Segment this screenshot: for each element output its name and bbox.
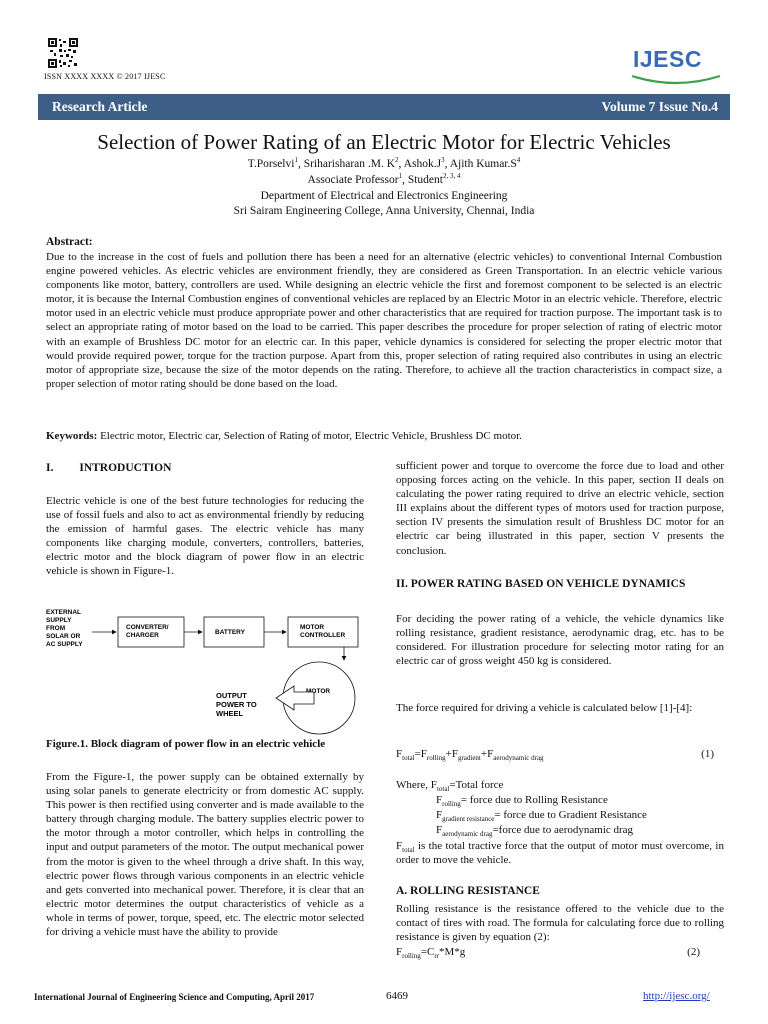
controller-label: MOTOR CONTROLLER [300,624,346,639]
rolling-heading: A. ROLLING RESISTANCE [396,885,540,897]
equation-2-number: (2) [687,946,700,958]
where-rolling: $F_{rolling}=$ force due to Rolling Resistance [436,794,608,809]
where-total: Where, $F_{total}=Total$ force [396,779,504,794]
journal-link[interactable]: http://ijesc.org/ [643,990,710,1002]
intro-heading: I. INTRODUCTION [46,462,172,474]
college: Sri Sairam Engineering College, Anna University, Chennai, India [233,205,535,217]
abstract-text: Due to the increase in the cost of fuels and pollution there has been a need for an alternative (electric vehicles) to conventional Internal Combustion engine powered vehicles. As electric vehicles are environment friendly, they are considered as Green Transportation. In an electric vehicle various components like motor, battery, controllers are used. While designing an electric vehicle the first and foremost component to be selected is an electric motor, it is because the Internal Combustion engines of conventional vehicles are replaced by an Electric Motor in an electric vehicle. Therefore, electric motor used in an electric vehicle must produce appropriate power and other characteristics that are required for traction purpose. The important task is to select an appropriate rating of motor based on the load to be carried. This paper describes the procedure for proper selection of rating of electric motor with an example of Brushless DC motor for an electric car. In this paper, vehicle dynamics is considered for selecting the proper electric motor that would provide required power, torque for the traction purpose. Apart from this, proper selection of rating required also contributes in using an electric motor of appropriate size, because the size of the motor depends on the rating. Therefore, to achieve all the traction characteristics in compact size, a proper selection of motor rating should be done based on the load. [46,251,722,390]
rolling-paragraph: Rolling resistance is the resistance offered to the vehicle due to the contact of tires with road. The formula for calculating force due to rolling resistance is given by equation (2): [396,903,724,944]
keywords: Keywords: Electric motor, Electric car, Selection of Rating of motor, Electric Vehicle, Brushless DC motor. [46,430,522,442]
author-list: T.Porselvi$^1$, Sriharisharan .M. $K^2$, $Ashok.J^3$, Ajith $Kumar.S^4$ [247,156,521,170]
issn-line: ISSN XXXX XXXX © 2017 IJESC [44,72,166,81]
equation-2: $F_{rolling}=C_{rr}*M*g$ (2) [396,946,700,961]
volume-issue: Volume 7 Issue No.4 [601,99,718,114]
author-roles: Associate Professor$^1$, Student$^{2, 3, 4}$ [307,172,461,186]
equation-1: $F_{total}=F_{rolling}+F_{gradient}+F_{aerodynamic drag}$ (1) [396,748,714,763]
motor-label: MOTOR [306,688,331,695]
where-gradient: $F_{gradient resistance}=$ force due to Gradient Resistance [436,809,647,824]
where-aero: $F_{aerodynamic drag}=force$ due to aerodynamic drag [436,824,634,839]
department: Department of Electrical and Electronics Engineering [260,190,508,202]
abstract-heading: Abstract: [46,236,93,248]
total-force-explanation: $F_{total}$ is the total tractive force that the output of motor must overcome, in order to move the vehicle. [396,840,724,867]
section-2-heading: II. POWER RATING BASED ON VEHICLE DYNAMICS [396,578,686,590]
block-diagram [44,600,364,735]
section-2-paragraph-2: The force required for driving a vehicle is calculated below [1]-[4]: [396,702,693,714]
output-label: OUTPUT POWER TO WHEEL [216,691,257,718]
article-banner [38,94,730,120]
battery-label: BATTERY [215,629,245,636]
equation-1-number: (1) [701,748,714,760]
page-number: 6469 [386,990,408,1002]
converter-label: CONVERTER/ CHARGER [126,624,169,639]
paper-title: Selection of Power Rating of an Electric Motor for Electric Vehicles [97,130,671,154]
footer-journal: International Journal of Engineering Science and Computing, April 2017 [34,992,315,1002]
intro-paragraph-2: From the Figure-1, the power supply can be obtained externally by using solar panels to generate electricity or from domestic AC supply. This power is then rectified using converter and is made available to the battery through charging module. The battery supplies electric power to the motor through a motor controller, which helps in controlling the input and output parameters of the motor. The output mechanical power from the motor is given to the wheel through a drive shaft. In this way, electric power flows through various components in an electric vehicle and gets converted into mechanical power. Therefore, it is clear that an electric motor determines the output characteristics of vehicle as a whole in terms of power, torque, speed, etc. The electric motor selected for driving a vehicle must have the ability to provide [46,771,364,939]
intro-continuation: sufficient power and torque to overcome the force due to load and other opposing forces acting on the vehicle. In this paper, section II deals on calculating the power rating required to drive an electric vehicle, section III explains about the different types of motors used for traction purpose, section IV presents the simulation result of Brushless DC motor for an electric car being illustrated in this paper, section V presents the conclusion. [396,460,724,557]
ijesc-logo-text: IJESC [633,46,702,72]
article-type: Research Article [52,99,148,114]
qr-code-icon [48,38,78,68]
figure-caption: Figure.1. Block diagram of power flow in an electric vehicle [46,738,326,750]
section-2-paragraph-1: For deciding the power rating of a vehicle, the vehicle dynamics like rolling resistance, gradient resistance, aerodynamic drag, etc. has to be considered. For illustration procedure for selecting motor rating for an electric car of gross weight 450 kg is considered. [396,613,724,668]
intro-paragraph-1: Electric vehicle is one of the best future technologies for reducing the use of fossil fuels and also to act as environmental friendly by reducing the emission of harmful gases. The electric vehicle has many components like charging module, converters, controllers, batteries, electric motor and the block diagram of power flow in an electric vehicle is shown in Figure-1. [46,495,364,578]
external-supply-label: EXTERNAL SUPPLY FROM SOLAR OR AC SUPPLY [46,609,83,648]
